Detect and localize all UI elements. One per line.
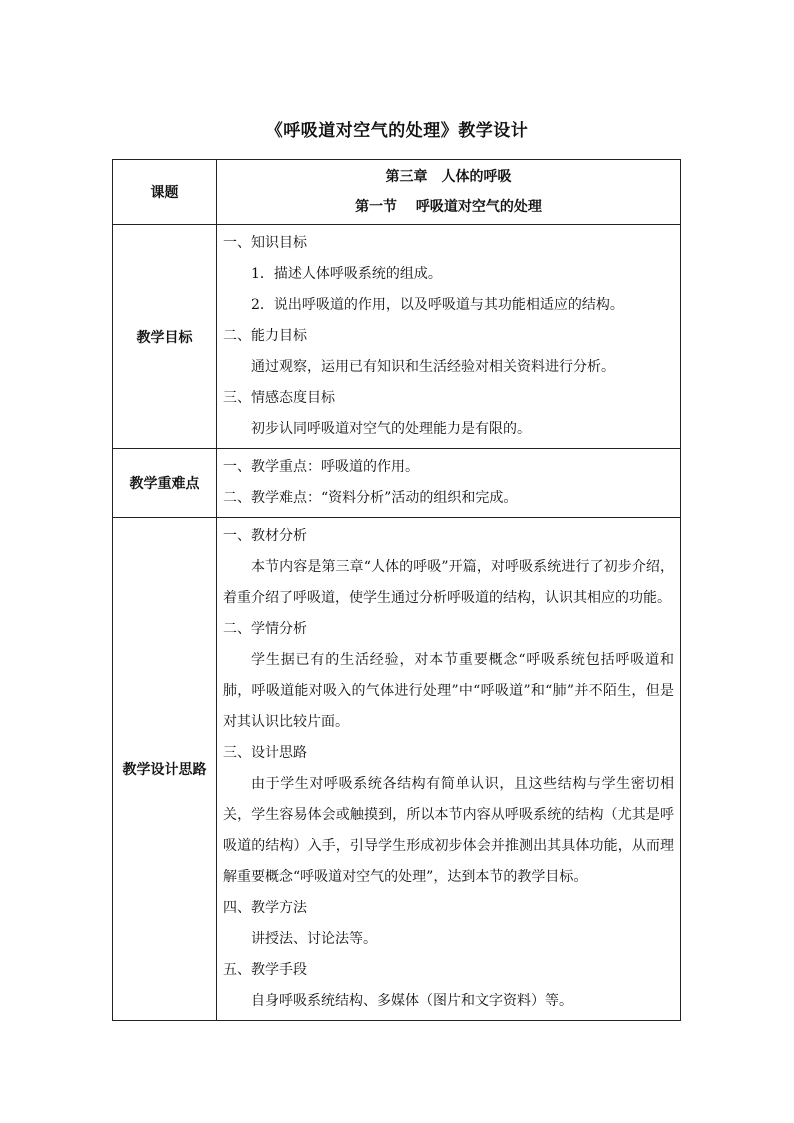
design-label: 教学设计思路 — [113, 518, 217, 1021]
attitude-heading: 三、情感态度目标 — [223, 390, 335, 406]
key-points-content — [217, 449, 681, 518]
attitude-item-1: 初步认同呼吸道对空气的处理能力是有限的。 — [251, 421, 531, 437]
topic-content — [217, 160, 681, 225]
objectives-content — [217, 225, 681, 449]
students-text: 学生据已有的生活经验，对本节重要概念“呼吸系统包括呼吸道和肺，呼吸道能对吸入的气体进行处理”中“呼吸道”和“肺”并不陌生，但是对其认识比较片面。 — [223, 652, 674, 730]
ideas-heading: 三、设计思路 — [223, 745, 307, 761]
difficulty-item: 二、教学难点：“资料分析”活动的组织和完成。 — [223, 490, 518, 506]
knowledge-item-1: 1．描述人体呼吸系统的组成。 — [251, 266, 442, 282]
objectives-label: 教学目标 — [113, 225, 217, 449]
knowledge-heading: 一、知识目标 — [223, 235, 307, 251]
objectives-row — [113, 225, 681, 449]
topic-label: 课题 — [113, 160, 217, 225]
methods-heading: 四、教学方法 — [223, 900, 307, 916]
lesson-plan-table — [112, 159, 681, 1021]
section-title: 第一节 呼吸道对空气的处理 — [355, 199, 542, 215]
topic-row — [113, 160, 681, 225]
textbook-heading: 一、教材分析 — [223, 528, 307, 544]
ability-item-1: 通过观察，运用已有知识和生活经验对相关资料进行分析。 — [251, 359, 615, 375]
knowledge-item-2: 2．说出呼吸道的作用，以及呼吸道与其功能相适应的结构。 — [251, 297, 624, 313]
methods-text: 讲授法、讨论法等。 — [251, 931, 377, 947]
means-heading: 五、教学手段 — [223, 962, 307, 978]
ability-heading: 二、能力目标 — [223, 328, 307, 344]
ideas-text: 由于学生对呼吸系统各结构有简单认识，且这些结构与学生密切相关，学生容易体会或触摸到，所以本节内容从呼吸系统的结构（尤其是呼吸道的结构）入手，引导学生形成初步体会并推测出其具体功能，从而理解重要概念“呼吸道对空气的处理”，达到本节的教学目标。 — [223, 776, 674, 885]
means-text: 自身呼吸系统结构、多媒体（图片和文字资料）等。 — [251, 993, 573, 1009]
textbook-text: 本节内容是第三章“人体的呼吸”开篇，对呼吸系统进行了初步介绍，着重介绍了呼吸道，使学生通过分析呼吸道的结构，认识其相应的功能。 — [223, 559, 674, 606]
design-row — [113, 518, 681, 1021]
design-content — [217, 518, 681, 1021]
key-points-row — [113, 449, 681, 518]
students-heading: 二、学情分析 — [223, 621, 307, 637]
key-points-label: 教学重难点 — [113, 449, 217, 518]
chapter-title: 第三章 人体的呼吸 — [385, 169, 512, 185]
focus-item: 一、教学重点：呼吸道的作用。 — [223, 459, 419, 475]
document-title: 《呼吸道对空气的处理》教学设计 — [265, 121, 529, 141]
